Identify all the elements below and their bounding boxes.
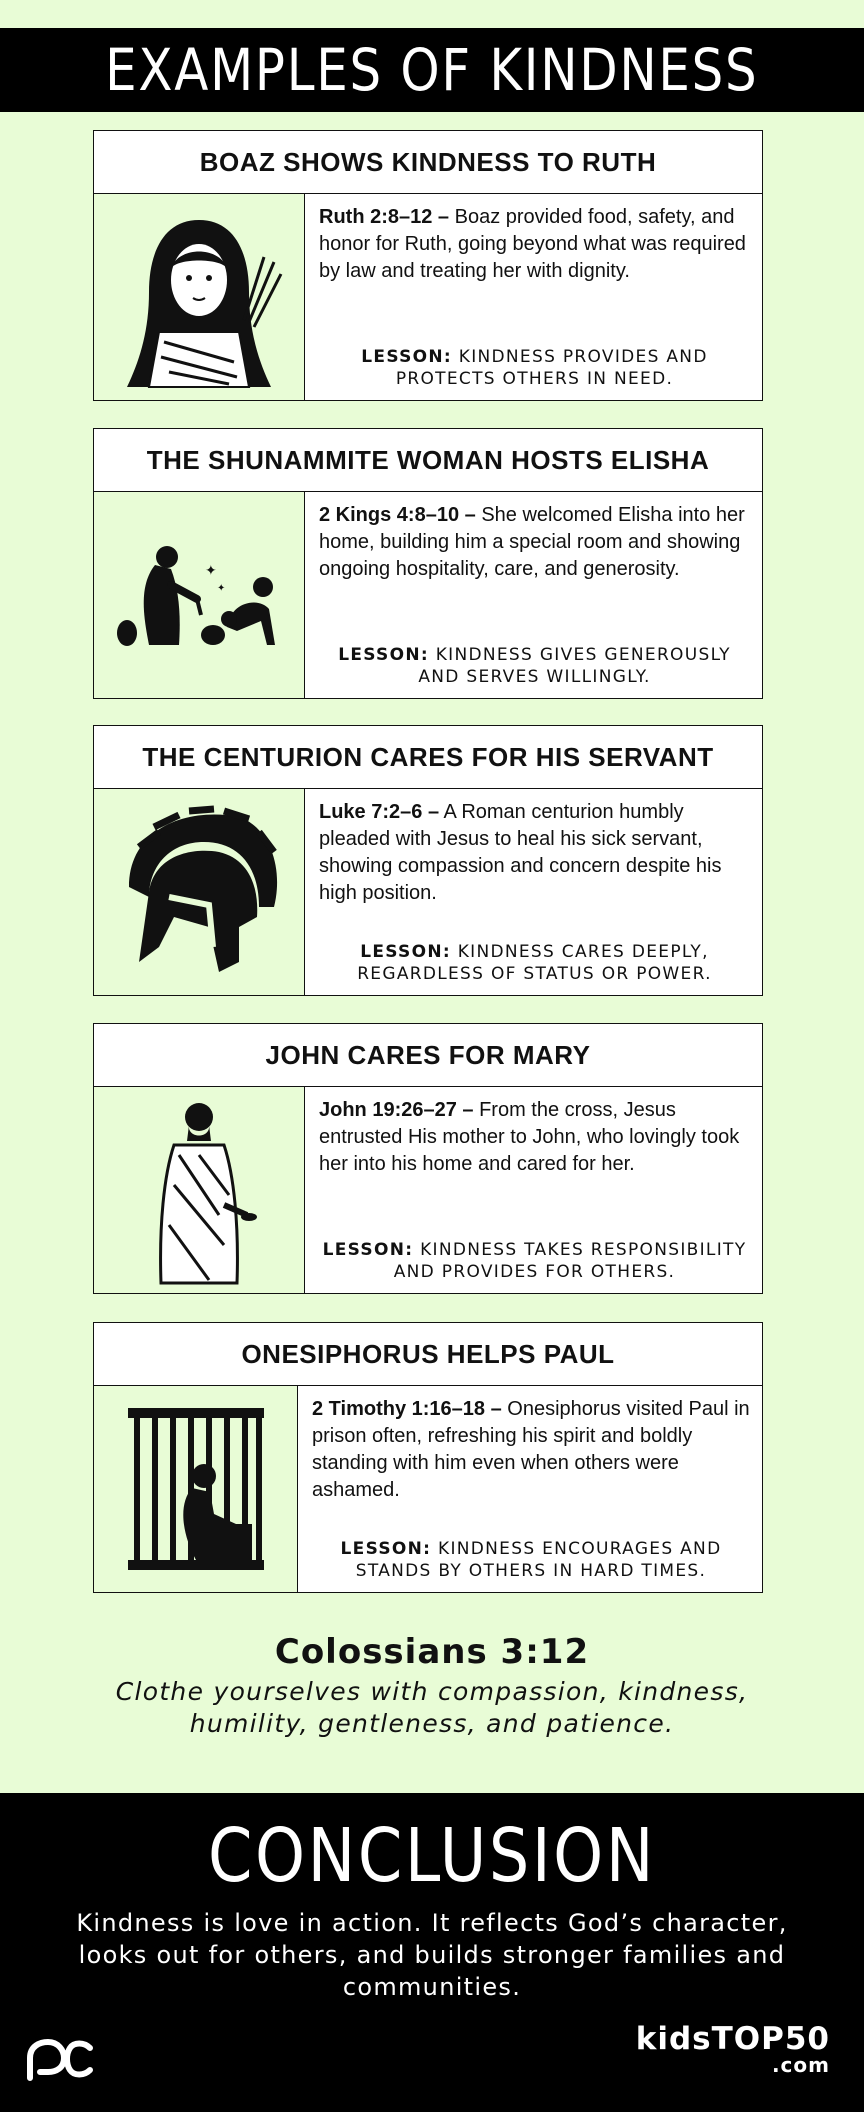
card-title: THE CENTURION CARES FOR HIS SERVANT — [94, 726, 762, 789]
card-boaz — [93, 130, 763, 401]
prison-icon — [94, 1386, 298, 1592]
lesson-text: KINDNESS CARES DEEPLY, REGARDLESS OF STATUS OR POWER. — [357, 942, 712, 984]
page-title: EXAMPLES OF KINDNESS — [105, 36, 759, 104]
card-description: From the cross, Jesus entrusted His mother to John, who lovingly took her into his home and cared for her. — [319, 1099, 740, 1175]
lesson-text: KINDNESS GIVES GENEROUSLY AND SERVES WILLINGLY. — [418, 645, 731, 687]
card-title: ONESIPHORUS HELPS PAUL — [94, 1323, 762, 1386]
scripture-reference: 2 Kings 4:8–10 – — [319, 504, 476, 526]
svg-text:✦: ✦ — [217, 583, 226, 594]
card-title: JOHN CARES FOR MARY — [94, 1024, 762, 1087]
ruth-illustration — [94, 194, 305, 400]
lesson-label: LESSON: — [322, 1240, 414, 1260]
conclusion-section — [0, 1793, 864, 2112]
svg-text:✦: ✦ — [205, 563, 217, 579]
scripture-reference: Luke 7:2–6 – — [319, 801, 440, 823]
brand-domain: .com — [771, 2053, 830, 2077]
lesson-label: LESSON: — [361, 347, 453, 367]
card-onesiphorus — [93, 1322, 763, 1593]
verse-text: Clothe yourselves with compassion, kindness, humility, gentleness, and patience. — [115, 1677, 749, 1738]
card-title: BOAZ SHOWS KINDNESS TO RUTH — [94, 131, 762, 194]
card-description: A Roman centurion humbly pleaded with Jesus to heal his sick servant, showing compassion and concern despite his high position. — [319, 801, 722, 904]
roman-helmet-icon — [94, 789, 305, 995]
card-description: Boaz provided food, safety, and honor for Ruth, going beyond what was required by law and treating her with dignity. — [319, 206, 746, 282]
verse-block — [0, 1632, 864, 1740]
brand-name: kidsTOP50 — [635, 2021, 830, 2057]
pc-logo-icon — [24, 2038, 96, 2086]
header-banner — [0, 28, 864, 112]
card-shunammite — [93, 428, 763, 699]
kidstop50-logo — [636, 2021, 830, 2077]
scripture-reference: John 19:26–27 – — [319, 1099, 474, 1121]
lesson-text: KINDNESS TAKES RESPONSIBILITY AND PROVIDES FOR OTHERS. — [393, 1240, 747, 1282]
card-description: She welcomed Elisha into her home, building him a special room and showing ongoing hospitality, care, and generosity. — [319, 504, 745, 580]
lesson-label: LESSON: — [338, 645, 429, 665]
card-description: Onesiphorus visited Paul in prison often, refreshing his spirit and boldly standing with him even when others were ashamed. — [312, 1398, 750, 1501]
lesson-text: KINDNESS PROVIDES AND PROTECTS OTHERS IN NEED. — [395, 347, 708, 389]
john-statue-illustration — [94, 1087, 305, 1293]
card-centurion — [93, 725, 763, 996]
lesson-label: LESSON: — [340, 1539, 432, 1559]
hospitality-icon — [94, 492, 305, 698]
verse-reference: Colossians 3:12 — [274, 1632, 590, 1672]
conclusion-title: CONCLUSION — [207, 1813, 657, 1899]
card-john — [93, 1023, 763, 1294]
conclusion-text: Kindness is love in action. It reflects God’s character, looks out for others, and builds stronger families and communities. — [76, 1909, 788, 2001]
scripture-reference: 2 Timothy 1:16–18 – — [312, 1398, 502, 1420]
lesson-label: LESSON: — [360, 942, 451, 962]
scripture-reference: Ruth 2:8–12 – — [319, 206, 450, 228]
card-title: THE SHUNAMMITE WOMAN HOSTS ELISHA — [94, 429, 762, 492]
lesson-text: KINDNESS ENCOURAGES AND STANDS BY OTHERS IN HARD TIMES. — [355, 1539, 722, 1581]
